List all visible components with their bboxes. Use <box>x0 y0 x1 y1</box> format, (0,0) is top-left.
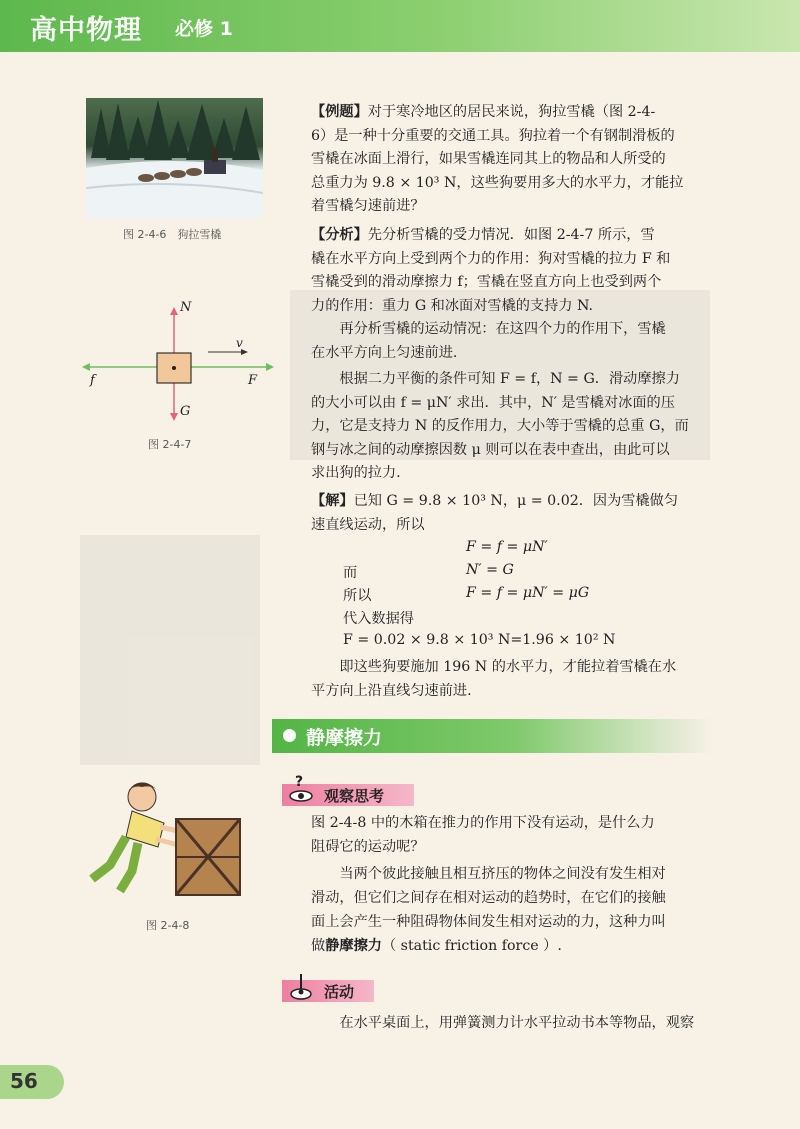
solution-line-1: 【解】已知 G = 9.8 × 10³ N，μ = 0.02．因为雪橇做匀 <box>311 493 679 509</box>
analysis-line-11: 求出狗的拉力. <box>311 465 401 481</box>
example-line-1: 【例题】对于寒冷地区的居民来说，狗拉雪橇（图 2-4- <box>311 104 656 120</box>
boy-pushing-crate-illustration <box>80 775 250 905</box>
velocity-label-v: v <box>236 336 243 350</box>
book-title: 高中物理 <box>30 15 142 46</box>
analysis-line-3: 雪橇受到的滑动摩擦力 f；雪橇在竖直方向上也受到两个 <box>311 274 662 290</box>
example-line-4: 总重力为 9.8 × 10³ N，这些狗要用多大的水平力，才能拉 <box>311 174 684 191</box>
term-static-friction: 静摩擦力 <box>325 938 382 954</box>
activity-tag <box>282 980 374 1002</box>
analysis-line-10: 钢与冰之间的动摩擦因数 μ 则可以在表中查出，由此可以 <box>311 441 670 458</box>
analysis-line-7: 根据二力平衡的条件可知 F = f，N = G．滑动摩擦力 <box>311 371 680 387</box>
activity-line-1: 在水平桌面上，用弹簧测力计水平拉动书本等物品，观察 <box>311 1015 695 1031</box>
analysis-line-1: 【分析】先分析雪橇的受力情况．如图 2-4-7 所示，雪 <box>311 227 655 243</box>
example-line-3: 雪橇在冰面上滑行，如果雪橇连同其上的物品和人所受的 <box>311 151 666 167</box>
equation-4: F = 0.02 × 9.8 × 10³ N=1.96 × 10² N <box>343 632 616 648</box>
word-daiyin: 代入数据得 <box>343 611 414 627</box>
definition-line-2: 滑动，但它们之间存在相对运动的趋势时，在它们的接触 <box>311 890 666 906</box>
observe-line-2: 阻碍它的运动呢？ <box>311 839 425 855</box>
force-label-F: F <box>248 373 258 388</box>
page-number: 56 <box>10 1069 38 1093</box>
volume-label: 必修 1 <box>175 18 233 40</box>
example-line-5: 着雪橇匀速前进？ <box>311 198 425 214</box>
analysis-line-4: 力的作用：重力 G 和冰面对雪橇的支持力 N. <box>311 297 594 314</box>
activity-label: 活动 <box>324 983 355 1001</box>
equation-1: F = f = μN′ <box>466 539 548 555</box>
svg-text:?: ? <box>295 774 304 790</box>
example-line-2: 6）是一种十分重要的交通工具。狗拉着一个有钢制滑板的 <box>311 127 675 144</box>
section-title: 静摩擦力 <box>306 727 383 749</box>
definition-line-1: 当两个彼此接触且相互挤压的物体之间没有发生相对 <box>311 866 666 882</box>
analysis-line-8: 的大小可以由 f = μN′ 求出．其中，N′ 是雪橇对冰面的压 <box>311 394 675 411</box>
definition-line-4: 做静摩擦力（ static friction force ）. <box>311 938 562 954</box>
analysis-line-2: 橇在水平方向上受到两个力的作用：狗对雪橇的拉力 F 和 <box>311 250 671 267</box>
force-label-N: N <box>180 300 192 315</box>
observe-line-1: 图 2-4-8 中的木箱在推力的作用下没有运动，是什么力 <box>311 815 655 831</box>
hand-pin-icon <box>286 972 316 1002</box>
equation-2: N′ = G <box>466 562 514 578</box>
figure-caption-2-4-8: 图 2-4-8 <box>146 919 190 932</box>
analysis-line-9: 力，它是支持力 N 的反作用力，大小等于雪橇的总重 G，而 <box>311 418 689 434</box>
word-suoyi: 所以 <box>343 588 372 604</box>
observe-think-tag <box>282 774 414 806</box>
analysis-line-5: 再分析雪橇的运动情况：在这四个力的作用下，雪橇 <box>311 321 666 337</box>
chapter-header <box>0 0 800 52</box>
figure-caption-2-4-6: 图 2-4-6 狗拉雪橇 <box>123 228 222 241</box>
force-label-G: G <box>180 404 191 419</box>
figure-caption-2-4-7: 图 2-4-7 <box>148 438 192 451</box>
solution-line-2: 速直线运动，所以 <box>311 516 425 533</box>
equation-3: F = f = μN′ = μG <box>466 585 590 601</box>
definition-line-3: 面上会产生一种阻碍物体间发生相对运动的力，这种力叫 <box>311 914 666 930</box>
observe-think-label: 观察思考 <box>324 787 385 805</box>
word-er: 而 <box>343 565 358 581</box>
section-header-static-friction <box>272 719 712 753</box>
conclusion-line-2: 平方向上沿直线匀速前进. <box>311 683 472 699</box>
analysis-line-6: 在水平方向上匀速前进. <box>311 344 458 361</box>
bullet-dot <box>283 729 296 742</box>
force-label-f: f <box>90 373 95 388</box>
sled-dog-photo <box>86 98 263 218</box>
force-diagram <box>78 305 278 425</box>
conclusion-line-1: 即这些狗要施加 196 N 的水平力，才能拉着雪橇在水 <box>311 659 677 675</box>
page-number-tab <box>0 1065 64 1099</box>
show-through-table <box>80 535 260 765</box>
eye-question-icon <box>286 774 316 804</box>
